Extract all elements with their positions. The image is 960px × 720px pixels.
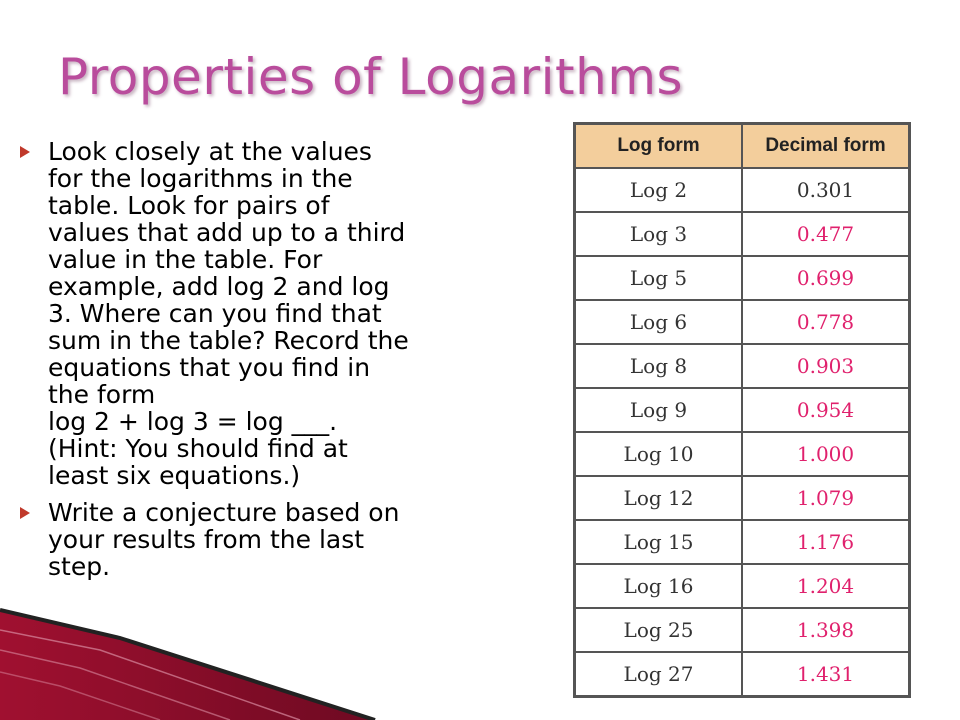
bullet-line: equations that you find in (48, 353, 371, 382)
decimal-cell: 0.301 (742, 168, 910, 212)
bullet-line: least six equations.) (48, 461, 301, 490)
triangle-bullet-icon (20, 499, 48, 519)
log-form-cell: Log 10 (575, 432, 743, 476)
log-form-cell: Log 2 (575, 168, 743, 212)
log-form-cell: Log 12 (575, 476, 743, 520)
bullet-line: value in the table. For (48, 245, 323, 274)
bullet-line: your results from the last (48, 525, 365, 554)
header-decimal-form: Decimal form (742, 124, 910, 169)
bullet-item (20, 138, 480, 489)
bullet-line: step. (48, 552, 111, 581)
bullet-line: Write a conjecture based on (48, 498, 400, 527)
decimal-cell: 0.903 (742, 344, 910, 388)
decimal-cell: 1.398 (742, 608, 910, 652)
bullet-line: sum in the table? Record the (48, 326, 409, 355)
table-row (575, 212, 910, 256)
bullet-line: 3. Where can you find that (48, 299, 382, 328)
bullet-line: Look closely at the values (48, 137, 372, 166)
bullet-item (20, 499, 480, 580)
log-table-container (573, 122, 911, 698)
table-row (575, 652, 910, 697)
log-form-cell: Log 27 (575, 652, 743, 697)
bullet-line: log 2 + log 3 = log ___. (48, 407, 338, 436)
log-form-cell: Log 25 (575, 608, 743, 652)
header-log-form: Log form (575, 124, 743, 169)
decimal-cell: 0.954 (742, 388, 910, 432)
table-row (575, 564, 910, 608)
log-form-cell: Log 15 (575, 520, 743, 564)
bullet-line: the form (48, 380, 156, 409)
table-header-row (575, 124, 910, 169)
bullet-line: values that add up to a third (48, 218, 406, 247)
log-table (573, 122, 911, 698)
log-form-cell: Log 3 (575, 212, 743, 256)
table-row (575, 432, 910, 476)
decimal-cell: 0.778 (742, 300, 910, 344)
decimal-cell: 1.079 (742, 476, 910, 520)
log-form-cell: Log 16 (575, 564, 743, 608)
triangle-bullet-icon (20, 138, 48, 158)
decimal-cell: 0.699 (742, 256, 910, 300)
table-row (575, 388, 910, 432)
table-row (575, 256, 910, 300)
table-row (575, 608, 910, 652)
table-row (575, 168, 910, 212)
page-title: Properties of Logarithms (58, 48, 684, 106)
decimal-cell: 1.000 (742, 432, 910, 476)
decorative-swoosh (0, 590, 400, 720)
decimal-cell: 1.176 (742, 520, 910, 564)
decimal-cell: 1.204 (742, 564, 910, 608)
table-row (575, 520, 910, 564)
table-row (575, 476, 910, 520)
bullet-line: example, add log 2 and log (48, 272, 390, 301)
log-form-cell: Log 9 (575, 388, 743, 432)
bullet-text (48, 138, 409, 489)
bullet-text (48, 499, 399, 580)
log-form-cell: Log 5 (575, 256, 743, 300)
bullet-list (20, 138, 480, 590)
decimal-cell: 1.431 (742, 652, 910, 697)
bullet-line: table. Look for pairs of (48, 191, 330, 220)
bullet-line: for the logarithms in the (48, 164, 353, 193)
table-row (575, 300, 910, 344)
log-form-cell: Log 6 (575, 300, 743, 344)
log-form-cell: Log 8 (575, 344, 743, 388)
bullet-line: (Hint: You should find at (48, 434, 348, 463)
table-row (575, 344, 910, 388)
decimal-cell: 0.477 (742, 212, 910, 256)
